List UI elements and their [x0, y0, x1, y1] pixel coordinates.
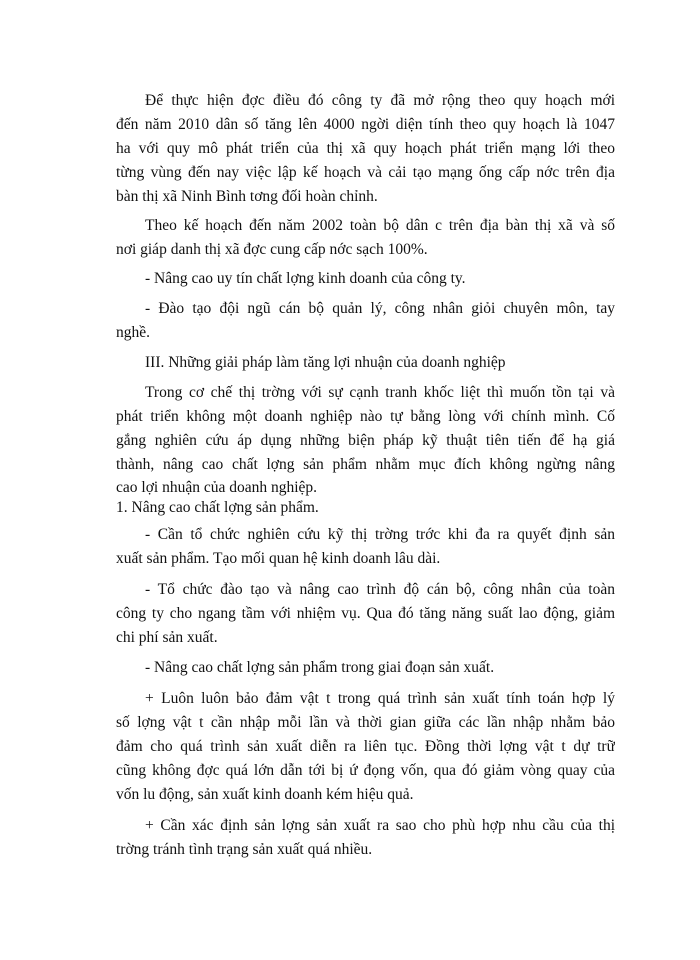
text-line: - Đào tạo đội ngũ cán bộ quản lý, công nhân giỏi chuyên môn, tay — [145, 300, 615, 317]
text-line: đảm cho quá trình sản xuất diễn ra liên tục. Đồng thời lợng vật t dự trữ — [116, 738, 615, 755]
text-line: - Nâng cao chất lợng sản phẩm trong giai đoạn sản xuất. — [145, 659, 495, 676]
text-line: - Nâng cao uy tín chất lợng kinh doanh của công ty. — [145, 270, 466, 287]
section-heading: III. Những giải pháp làm tăng lợi nhuận của doanh nghiệp — [145, 354, 506, 371]
text-line: vốn lu động, sản xuất kinh doanh kém hiệu quả. — [116, 786, 414, 803]
text-line: phát triển không một doanh nghiệp nào tự bằng lòng với chính mình. Cố — [116, 408, 615, 425]
text-line: xuất sản phẩm. Tạo mối quan hệ kinh doanh lâu dài. — [116, 550, 441, 567]
text-line: cao lợi nhuận của doanh nghiệp. — [116, 479, 318, 496]
text-line: đến năm 2010 dân số tăng lên 4000 ngời diện tính theo quy hoạch là 1047 — [116, 116, 615, 133]
subsection-heading: 1. Nâng cao chất lợng sản phẩm. — [116, 499, 319, 516]
text-line: nghề. — [116, 324, 151, 341]
text-line: + Cần xác định sản lợng sản xuất ra sao cho phù hợp nhu cầu của thị — [145, 817, 615, 834]
text-line: nơi giáp danh thị xã đợc cung cấp nớc sạch 100%. — [116, 241, 428, 258]
text-line: chi phí sản xuất. — [116, 629, 218, 646]
text-line: Trong cơ chế thị trờng với sự cạnh tranh khốc liệt thì muốn tồn tại và — [145, 384, 615, 401]
text-line: thành, nâng cao chất lợng sản phẩm nhằm mục đích không ngừng nâng — [116, 456, 615, 473]
text-line: bàn thị xã Ninh Bình tơng đối hoàn chỉnh. — [116, 188, 378, 205]
text-line: từng vùng đến nay việc lập kế hoạch và cải tạo mạng ống cấp nớc trên địa — [116, 164, 615, 181]
text-line: số lợng vật t cần nhập mỗi lần và thời gian giữa các lần nhập nhằm bảo — [116, 714, 615, 731]
text-line: trờng tránh tình trạng sản xuất quá nhiều. — [116, 841, 373, 858]
text-line: Theo kế hoạch đến năm 2002 toàn bộ dân c trên địa bàn thị xã và số — [145, 217, 615, 234]
text-line: công ty cho ngang tầm với nhiệm vụ. Qua đó tăng năng suất lao động, giảm — [116, 605, 615, 622]
text-line: Để thực hiện đợc điều đó công ty đã mở rộng theo quy hoạch mới — [145, 92, 615, 109]
text-line: ha với quy mô phát triển của thị xã quy hoạch phát triển mạng lới theo — [116, 140, 615, 157]
text-line: gắng nghiên cứu áp dụng những biện pháp kỹ thuật tiên tiến để hạ giá — [116, 432, 615, 449]
text-line: + Luôn luôn bảo đảm vật t trong quá trình sản xuất tính toán hợp lý — [145, 690, 615, 707]
text-line: - Cần tổ chức nghiên cứu kỹ thị trờng trớc khi đa ra quyết định sản — [145, 526, 615, 543]
text-line: cũng không đợc quá lớn dẫn tới bị ứ đọng vốn, qua đó giảm vòng quay của — [116, 762, 615, 779]
text-line: - Tổ chức đào tạo và nâng cao trình độ cán bộ, công nhân của toàn — [145, 581, 615, 598]
